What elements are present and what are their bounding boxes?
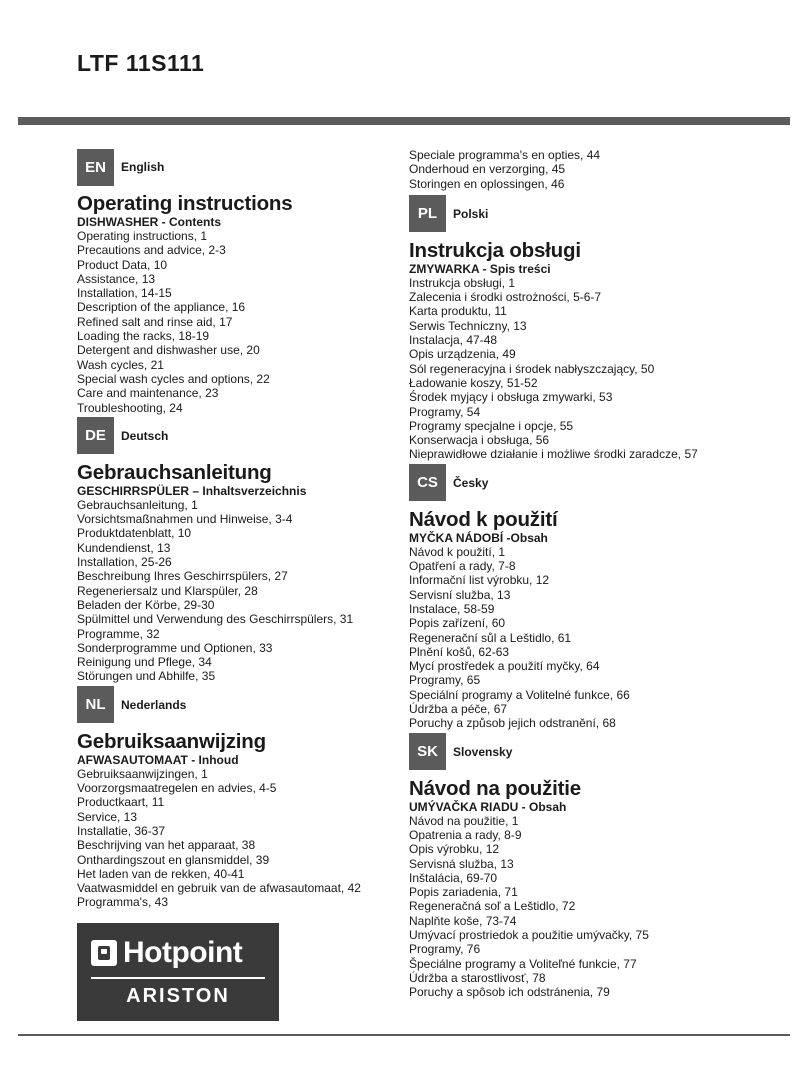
lang-badge-cs: CS <box>409 464 446 501</box>
contents-item: Servisní služba, 13 <box>409 587 511 602</box>
section-subtitle-nl: AFWASAUTOMAAT - Inhoud <box>77 752 239 767</box>
section-title-en: Operating instructions <box>77 192 293 215</box>
contents-item: Inštalácia, 69-70 <box>409 870 498 885</box>
lang-header-cs <box>409 464 739 502</box>
contents-item: Gebruiksaanwijzingen, 1 <box>77 766 208 781</box>
lang-header-pl <box>409 195 739 233</box>
contents-item: Opis urządzenia, 49 <box>409 347 516 362</box>
contents-item: Gebrauchsanleitung, 1 <box>77 497 198 512</box>
contents-item: Instrukcja obsługi, 1 <box>409 275 516 290</box>
section-nl <box>77 686 407 910</box>
contents-item: Nieprawidłowe działanie i możliwe środki zaradcze, 57 <box>409 447 698 462</box>
contents-item: Ładowanie koszy, 51-52 <box>409 375 538 390</box>
footer-divider <box>18 1034 790 1036</box>
contents-item: Plnění košů, 62-63 <box>409 644 510 659</box>
contents-item: Produktdatenblatt, 10 <box>77 526 192 541</box>
contents-item: Poruchy a způsob jejich odstranění, 68 <box>409 716 616 731</box>
contents-list-sk <box>409 814 739 1000</box>
contents-item: Naplňte koše, 73-74 <box>409 913 517 928</box>
contents-item: Reinigung und Pflege, 34 <box>77 655 212 670</box>
contents-item: Instalace, 58-59 <box>409 601 495 616</box>
contents-item: Speciální programy a Volitelné funkce, 66 <box>409 687 630 702</box>
contents-item: Servisná služba, 13 <box>409 856 514 871</box>
contents-item: Špeciálne programy a Voliteľné funkcie, 77 <box>409 956 637 971</box>
lang-badge-en: EN <box>77 149 114 186</box>
contents-item: Description of the appliance, 16 <box>77 300 246 315</box>
contents-item: Opis výrobku, 12 <box>409 842 500 857</box>
contents-item: Productkaart, 11 <box>77 795 165 810</box>
section-title-sk: Návod na použitie <box>409 776 582 800</box>
right-column <box>409 148 739 1001</box>
section-subtitle-de: GESCHIRRSPÜLER – Inhaltsverzeichnis <box>77 483 307 498</box>
contents-item: Programy, 76 <box>409 942 481 957</box>
contents-item: Návod k použití, 1 <box>409 544 506 559</box>
contents-item: Installatie, 36-37 <box>77 823 166 838</box>
contents-item: Údržba a péče, 67 <box>409 702 508 717</box>
section-de <box>77 417 407 684</box>
contents-item: Programy, 65 <box>409 673 481 688</box>
lang-badge-sk: SK <box>409 733 446 770</box>
lang-badge-pl: PL <box>409 195 446 232</box>
section-cs <box>409 464 739 731</box>
contents-item: Regeneračná soľ a Leštidlo, 72 <box>409 899 576 914</box>
section-subtitle-pl: ZMYWARKA - Spis treści <box>409 261 551 276</box>
contents-item: Návod na použitie, 1 <box>409 813 519 828</box>
contents-item: Beschreibung Ihres Geschirrspülers, 27 <box>77 569 288 584</box>
contents-item: Konserwacja i obsługa, 56 <box>409 433 550 448</box>
contents-item: Installation, 14-15 <box>77 286 172 301</box>
lang-name-de: Deutsch <box>121 428 169 443</box>
contents-item: Care and maintenance, 23 <box>77 386 219 401</box>
contents-item: Loading the racks, 18-19 <box>77 329 210 344</box>
hotpoint-mark-icon <box>91 940 117 966</box>
lang-header-en <box>77 148 407 186</box>
logo-brand-row <box>91 936 242 970</box>
contents-item: Speciale programma's en opties, 44 <box>409 148 601 162</box>
contents-list-nl <box>77 767 407 910</box>
contents-item: Programme, 32 <box>77 626 160 641</box>
section-title-pl: Instrukcja obsługi <box>409 238 581 262</box>
section-title-de: Gebrauchsanleitung <box>77 460 272 484</box>
lang-name-pl: Polski <box>453 206 489 221</box>
contents-item: Spülmittel und Verwendung des Geschirrspülers, 31 <box>77 612 354 627</box>
contents-item: Środek myjący i obsługa zmywarki, 53 <box>409 390 613 405</box>
contents-item: Onthardingszout en glansmiddel, 39 <box>77 852 270 867</box>
contents-item: Product Data, 10 <box>77 257 168 272</box>
contents-item: Detergent and dishwasher use, 20 <box>77 343 260 358</box>
contents-list-nl-continued <box>409 148 739 191</box>
logo-sub: ARISTON <box>126 985 230 1007</box>
contents-item: Regeneriersalz und Klarspüler, 28 <box>77 583 258 598</box>
lang-badge-nl: NL <box>77 686 114 723</box>
header-divider <box>18 117 790 125</box>
section-sk <box>409 733 739 1000</box>
contents-item: Refined salt and rinse aid, 17 <box>77 314 233 329</box>
section-en <box>77 148 407 415</box>
contents-item: Vorsichtsmaßnahmen und Hinweise, 3-4 <box>77 512 293 527</box>
contents-list-en <box>77 229 407 415</box>
lang-name-sk: Slovensky <box>453 744 513 759</box>
contents-item: Opatrenia a rady, 8-9 <box>409 827 522 842</box>
contents-item: Karta produktu, 11 <box>409 304 507 319</box>
contents-item: Popis zariadenia, 71 <box>409 885 518 900</box>
lang-header-nl <box>77 686 407 724</box>
hotpoint-ariston-logo <box>77 923 279 1021</box>
contents-item: Special wash cycles and options, 22 <box>77 371 270 386</box>
contents-item: Poruchy a spôsob ich odstránenia, 79 <box>409 985 610 1000</box>
section-subtitle-sk: UMÝVAČKA RIADU - Obsah <box>409 799 567 814</box>
contents-item: Störungen und Abhilfe, 35 <box>77 669 216 684</box>
lang-header-de <box>77 417 407 455</box>
contents-item: Wash cycles, 21 <box>77 357 164 372</box>
contents-item: Service, 13 <box>77 809 138 824</box>
contents-item: Regenerační sůl a Leštidlo, 61 <box>409 630 572 645</box>
contents-item: Operating instructions, 1 <box>77 229 208 243</box>
contents-item: Mycí prostředek a použití myčky, 64 <box>409 659 600 674</box>
contents-item: Vaatwasmiddel en gebruik van de afwasautomaat, 42 <box>77 881 361 896</box>
contents-item: Storingen en oplossingen, 46 <box>409 176 565 191</box>
contents-item: Instalacja, 47-48 <box>409 333 498 348</box>
contents-item: Programma's, 43 <box>77 895 168 910</box>
logo-divider <box>91 977 265 979</box>
contents-item: Onderhoud en verzorging, 45 <box>409 162 566 177</box>
contents-item: Sól regeneracyjna i środek nabłyszczający, 50 <box>409 361 655 376</box>
lang-name-nl: Nederlands <box>121 697 187 712</box>
contents-item: Programy specjalne i opcje, 55 <box>409 418 574 433</box>
section-subtitle-en: DISHWASHER - Contents <box>77 215 221 229</box>
section-title-nl: Gebruiksaanwijzing <box>77 729 266 753</box>
logo-brand: Hotpoint <box>123 936 243 969</box>
contents-item: Popis zařízení, 60 <box>409 616 506 631</box>
lang-name-cs: Česky <box>453 475 489 490</box>
contents-item: Het laden van de rekken, 40-41 <box>77 866 245 881</box>
section-title-cs: Návod k použití <box>409 507 558 531</box>
lang-name-en: English <box>121 160 165 174</box>
left-column <box>77 148 407 912</box>
section-pl <box>409 195 739 462</box>
contents-item: Zalecenia i środki ostrożności, 5-6-7 <box>409 290 602 305</box>
contents-item: Serwis Techniczny, 13 <box>409 318 527 333</box>
contents-item: Umývací prostriedok a použitie umývačky, 75 <box>409 927 649 942</box>
contents-item: Opatření a rady, 7-8 <box>409 559 516 574</box>
contents-item: Programy, 54 <box>409 404 481 419</box>
contents-list-de <box>77 498 407 684</box>
contents-item: Údržba a starostlivosť, 78 <box>409 970 546 985</box>
contents-item: Precautions and advice, 2-3 <box>77 243 226 258</box>
contents-list-cs <box>409 545 739 731</box>
contents-item: Installation, 25-26 <box>77 555 172 570</box>
contents-list-pl <box>409 276 739 462</box>
contents-item: Troubleshooting, 24 <box>77 400 183 415</box>
contents-item: Beladen der Körbe, 29-30 <box>77 597 215 612</box>
contents-item: Beschrijving van het apparaat, 38 <box>77 838 256 853</box>
lang-header-sk <box>409 733 739 771</box>
contents-item: Sonderprogramme und Optionen, 33 <box>77 640 273 655</box>
contents-item: Informační list výrobku, 12 <box>409 573 550 588</box>
contents-item: Assistance, 13 <box>77 271 156 286</box>
lang-badge-de: DE <box>77 417 114 454</box>
section-subtitle-cs: MYČKA NÁDOBÍ -Obsah <box>409 530 548 545</box>
contents-item: Voorzorgsmaatregelen en advies, 4-5 <box>77 781 277 796</box>
contents-item: Kundendienst, 13 <box>77 540 171 555</box>
model-title: LTF 11S111 <box>77 50 205 76</box>
